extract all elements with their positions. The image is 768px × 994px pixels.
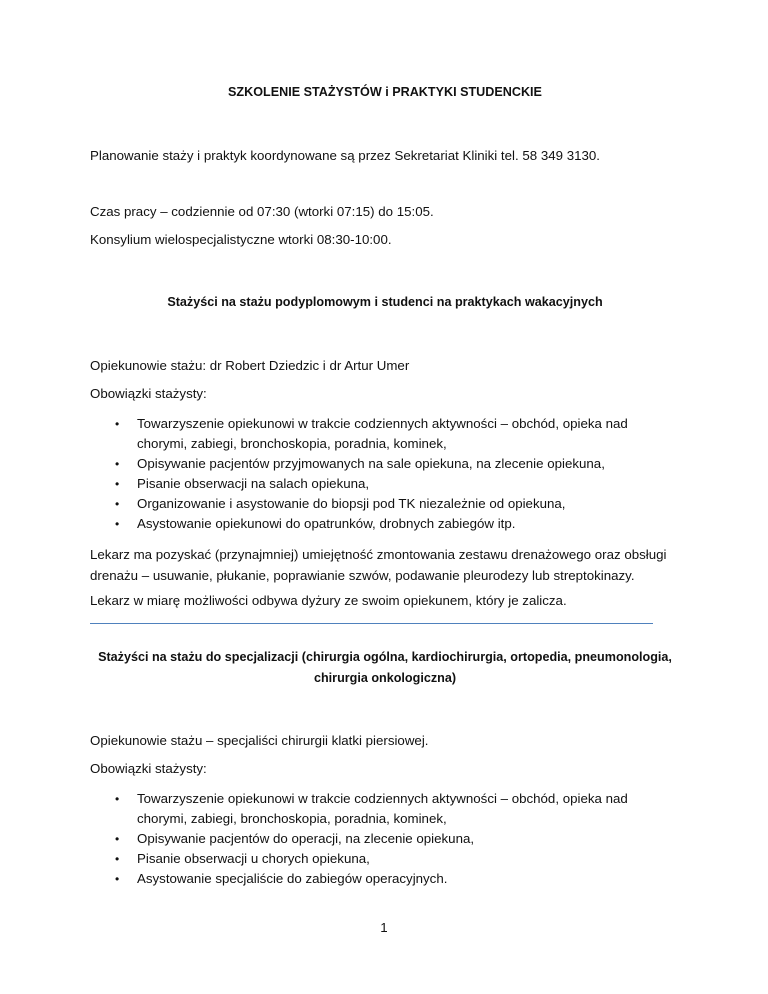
section2-duties-list — [90, 789, 680, 889]
bullet-icon: • — [115, 517, 120, 531]
bullet-icon: • — [115, 872, 120, 886]
section1-paragraph-duty: Lekarz w miarę możliwości odbywa dyżury ze swoim opiekunem, który je zalicza. — [90, 593, 567, 608]
list-item: • Towarzyszenie opiekunowi w trakcie codziennych aktywności – obchód, opieka nad chorymi, zabiegi, bronchoskopia, poradnia, kominek, — [115, 791, 628, 826]
section2-supervisors: Opiekunowie stażu – specjaliści chirurgii klatki piersiowej. — [90, 733, 429, 748]
list-item: • Towarzyszenie opiekunowi w trakcie codziennych aktywności – obchód, opieka nad chorymi, zabiegi, bronchoskopia, poradnia, kominek, — [115, 416, 628, 451]
bullet-icon: • — [115, 457, 120, 471]
list-item: • Opisywanie pacjentów przyjmowanych na sale opiekuna, na zlecenie opiekuna, — [90, 454, 680, 474]
list-item: • Pisanie obserwacji na salach opiekuna, — [90, 474, 680, 494]
planning-info: Planowanie staży i praktyk koordynowane są przez Sekretariat Kliniki tel. 58 349 3130. — [90, 148, 600, 163]
list-item: • Organizowanie i asystowanie do biopsji pod TK niezależnie od opiekuna, — [90, 494, 680, 514]
list-item: • Asystowanie specjaliście do zabiegów operacyjnych. — [90, 869, 680, 889]
list-item: • Asystowanie opiekunowi do opatrunków, drobnych zabiegów itp. — [90, 514, 680, 534]
list-item: • Pisanie obserwacji u chorych opiekuna, — [90, 849, 680, 869]
section1-duties-label: Obowiązki stażysty: — [90, 386, 207, 401]
page-number: 1 — [380, 920, 388, 935]
bullet-icon: • — [115, 852, 120, 866]
bullet-icon: • — [115, 417, 120, 431]
section1-supervisors: Opiekunowie stażu: dr Robert Dziedzic i dr Artur Umer — [90, 358, 410, 373]
section2-heading: Stażyści na stażu do specjalizacji (chirurgia ogólna, kardiochirurgia, ortopedia, pneumonologia, chirurgia onkologiczna) — [98, 650, 672, 685]
bullet-icon: • — [115, 497, 120, 511]
list-item: • Opisywanie pacjentów do operacji, na zlecenie opiekuna, — [90, 829, 680, 849]
konsylium-info: Konsylium wielospecjalistyczne wtorki 08:30-10:00. — [90, 232, 392, 247]
bullet-icon: • — [115, 792, 120, 806]
section1-heading: Stażyści na stażu podyplomowym i studenci na praktykach wakacyjnych — [167, 295, 603, 309]
bullet-icon: • — [115, 832, 120, 846]
bullet-icon: • — [115, 477, 120, 491]
document-title: SZKOLENIE STAŻYSTÓW i PRAKTYKI STUDENCKIE — [228, 85, 542, 99]
section2-duties-label: Obowiązki stażysty: — [90, 761, 207, 776]
section1-duties-list — [90, 414, 680, 534]
section-divider — [90, 623, 653, 624]
section1-paragraph-drainage: Lekarz ma pozyskać (przynajmniej) umiejętność zmontowania zestawu drenażowego oraz obsługi drenażu – usuwanie, płukanie, poprawianie szwów, podawanie pleurodezy lub streptokinazy. — [90, 547, 667, 583]
work-hours: Czas pracy – codziennie od 07:30 (wtorki 07:15) do 15:05. — [90, 204, 434, 219]
